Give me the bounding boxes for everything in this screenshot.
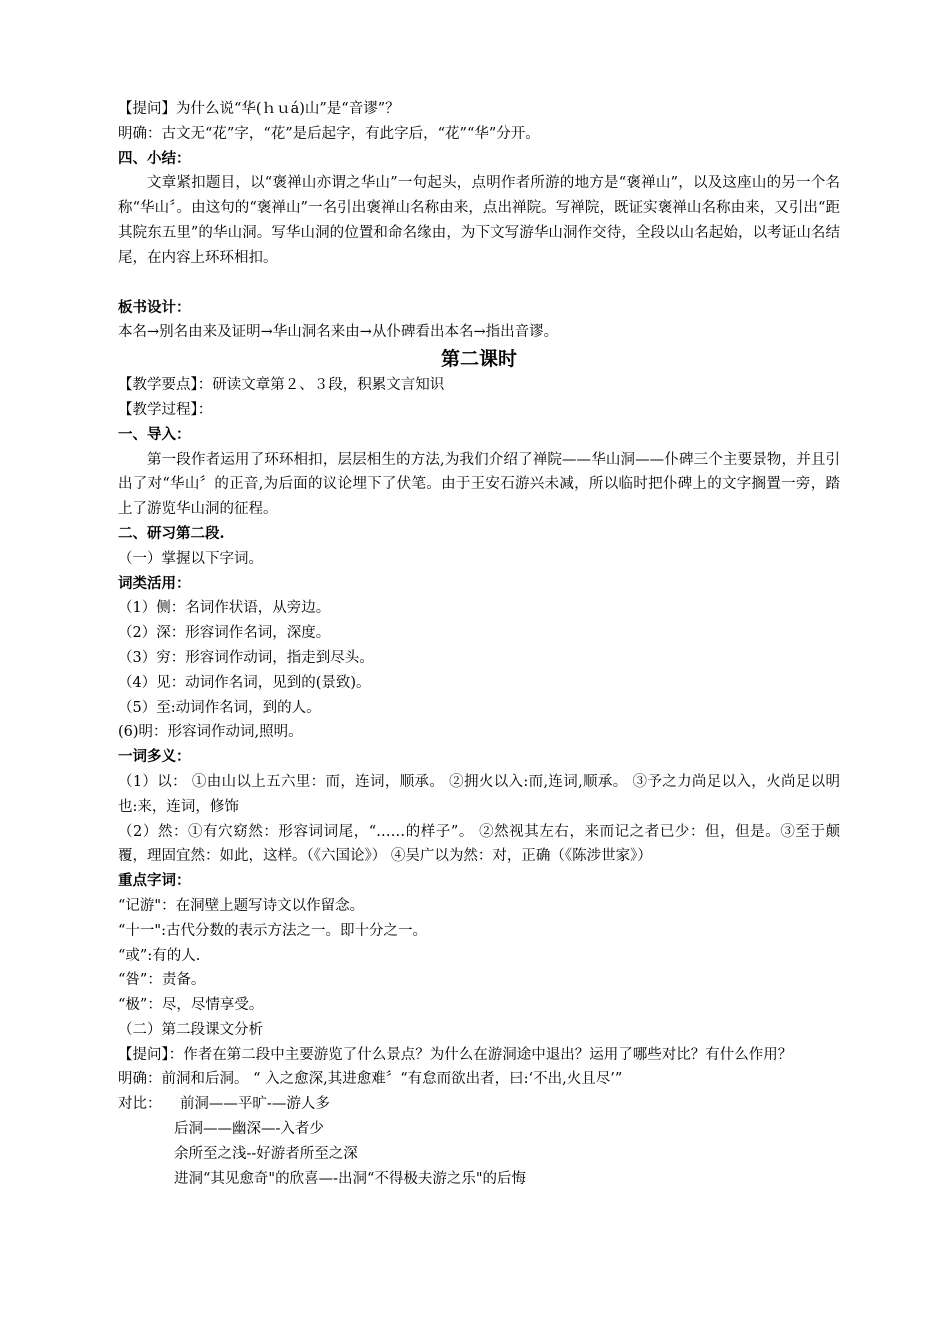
spacer: [118, 271, 840, 296]
list-item: （4）见：动词作名词，见到的(景致)。: [118, 674, 371, 691]
polysemy-heading: 一词多义：: [118, 748, 191, 766]
list-item: “十一":古代分数的表示方法之一。即十分之一。: [118, 922, 427, 939]
board-design-heading: 板书设计：: [118, 298, 191, 316]
list-item: （3）穷：形容词作动词，指走到尽头。: [118, 649, 374, 666]
polysemy-item: （2）然：①有穴窈然：形容词词尾，“……的样子”。 ②然视其左右，来而记之者已少：但，但是。③至于颠覆，理固宜然：如此，这样。（《六国论》） ④吴广以为然：对，正确（《陈涉世家》）: [118, 823, 840, 865]
lesson-title: 第二课时: [440, 348, 517, 371]
list-item: “极”：尽，尽情享受。: [118, 997, 264, 1014]
key-words-heading: 重点字词：: [118, 872, 191, 890]
teaching-points: 【教学要点】：研读文章第２、３段，积累文言知识: [118, 377, 445, 394]
summary-paragraph: 文章紧扣题目，以“褒禅山亦谓之华山”一句起头，点明作者所游的地方是“褒禅山”，以及这座山的另一个名称“华山〞。由这句的“褒禅山”一名引出褒禅山名称由来，点出禅院。写禅院，既证实褒禅山名称由来，又引出“距其院东五里”的华山洞。写华山洞的位置和命名缘由，为下文写游华山洞作交待，全段以山名起始，以考证山名结尾，在内容上环环相扣。: [118, 175, 840, 266]
subsection-words: （一）掌握以下字词。: [118, 550, 263, 567]
word-class-heading: 词类活用：: [118, 574, 191, 592]
board-design-content: 本名→别名由来及证明→华山洞名来由→从仆碑看出本名→指出音谬。: [118, 324, 559, 341]
list-item: “或”:有的人.: [118, 947, 201, 964]
list-item: （5）至:动词作名词，到的人。: [118, 699, 321, 716]
list-item: （1）侧：名词作状语，从旁边。: [118, 600, 331, 617]
contrast-label: 对比：: [118, 1096, 162, 1113]
question-paragraph: 【提问】：作者在第二段中主要游览了什么景点？为什么在游洞途中退出？运用了哪些对比？有什么作用？: [118, 1046, 793, 1063]
list-item: “咎”：责备。: [118, 972, 206, 989]
contrast-block: [118, 1092, 840, 1191]
section-heading-summary: 四、小结：: [118, 149, 191, 167]
list-item: （2）深：形容词作名词，深度。: [118, 625, 331, 642]
polysemy-item: （1）以： ①由山以上五六里：而，连词，顺承。 ②拥火以入:而,连词,顺承。 ③予之力尚足以入，火尚足以明也:来，连词，修饰: [118, 773, 840, 815]
contrast-item: 进洞“其见愈奇"的欣喜—-出洞“不得极夫游之乐"的后悔: [174, 1170, 527, 1187]
contrast-item: 后洞——幽深—-入者少: [174, 1121, 324, 1138]
list-item: “记游"：在洞壁上题写诗文以作留念。: [118, 897, 365, 914]
contrast-item: 余所至之浅--好游者所至之深: [174, 1145, 358, 1162]
contrast-item: 前洞——平旷-—游人多: [179, 1096, 330, 1113]
answer-line: 明确：前洞和后洞。 “ 入之愈深,其进愈难〞“有怠而欲出者，曰:‘不出,火且尽’”: [118, 1071, 623, 1088]
teaching-process: 【教学过程】：: [118, 401, 213, 418]
list-item: (6)明：形容词作动词,照明。: [118, 724, 303, 741]
answer-line: 明确：古文无“花”字，“花”是后起字，有此字后，“花”“华”分开。: [118, 125, 540, 142]
section-heading-study: 二、研习第二段.: [118, 524, 225, 542]
subsection-analysis: （二）第二段课文分析: [118, 1021, 263, 1038]
question-line: 【提问】为什么说“华(ｈｕá)山”是“音谬”？: [118, 101, 400, 117]
section-heading-intro: 一、导入：: [118, 425, 191, 443]
document-page: [118, 97, 840, 1191]
intro-paragraph: 第一段作者运用了环环相扣，层层相生的方法,为我们介绍了禅院——华山洞——仆碑三个主要景物，并且引出了对“华山〞的正音,为后面的议论埋下了伏笔。由于王安石游兴未减，所以临时把仆碑上的文字搁置一旁，踏上了游览华山洞的征程。: [118, 451, 840, 518]
